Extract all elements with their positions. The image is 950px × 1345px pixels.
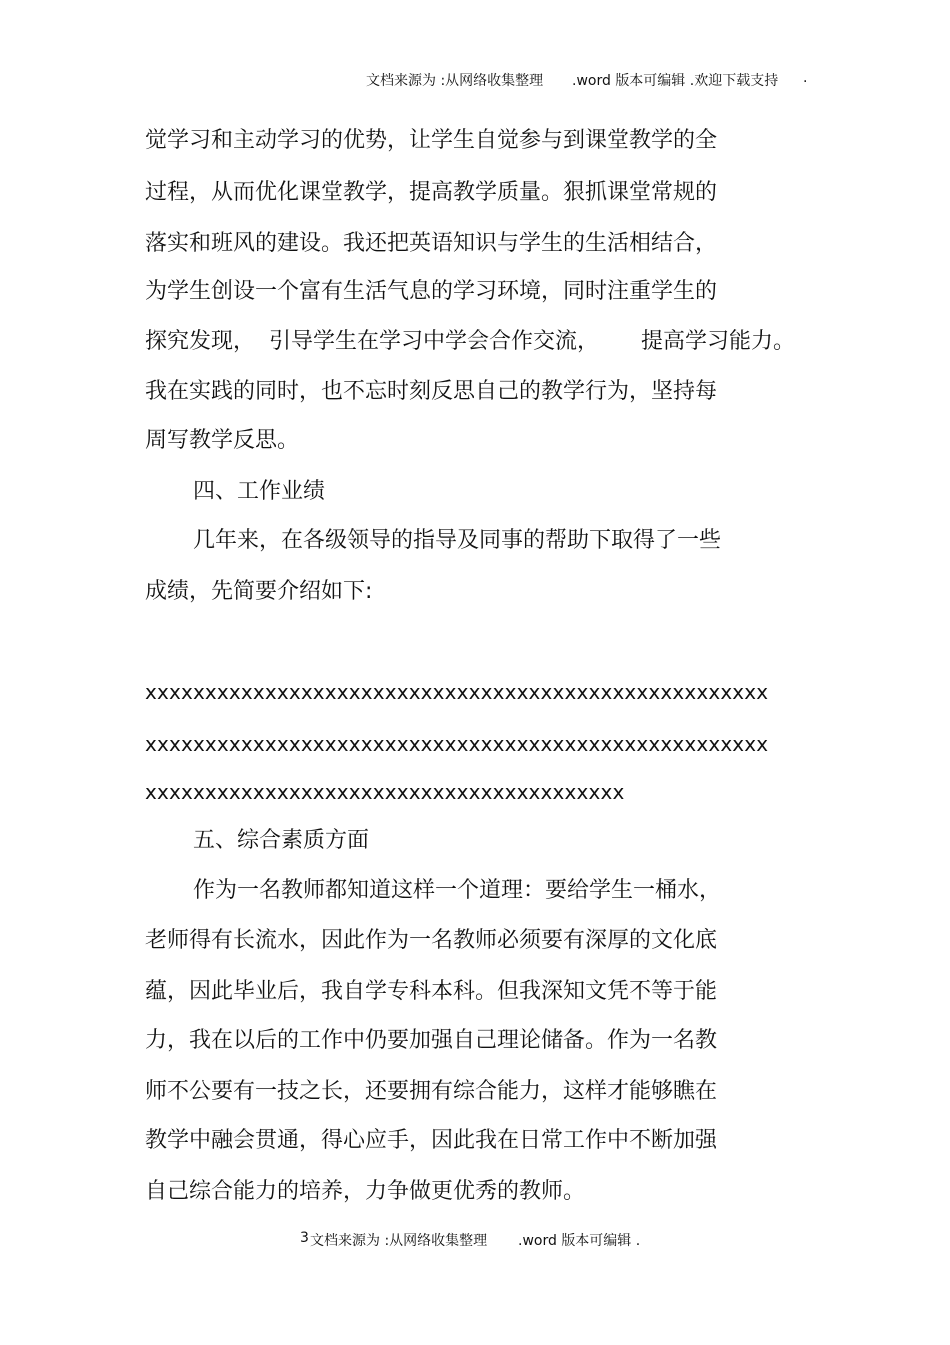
page-number: 3 [300, 1230, 309, 1246]
header-period: . [803, 70, 808, 86]
placeholder-line-2: xxxxxxxxxxxxxxxxxxxxxxxxxxxxxxxxxxxxxxxxxxxxxxxxxxxx [145, 732, 769, 756]
section4-line-2: 成绩，先简要介绍如下: [145, 579, 373, 604]
section-heading-4: 四、工作业绩 [193, 479, 326, 504]
section5-line-1: 作为一名教师都知道这样一个道理：要给学生一桶水， [193, 878, 722, 903]
placeholder-line-3: xxxxxxxxxxxxxxxxxxxxxxxxxxxxxxxxxxxxxxxx [145, 780, 625, 804]
page-header [0, 70, 950, 134]
section-heading-5: 五、综合素质方面 [193, 828, 370, 853]
section5-line-5: 师不公要有一技之长，还要拥有综合能力，这样才能够瞧在 [145, 1079, 718, 1104]
body-line-2: 过程，从而优化课堂教学，提高教学质量。狠抓课堂常规的 [145, 180, 718, 205]
footer-source-text: 文档来源为 :从网络收集整理 [310, 1233, 488, 1249]
section5-line-3: 蕴，因此毕业后，我自学专科本科。但我深知文凭不等于能 [145, 979, 718, 1004]
header-source-text: 文档来源为 :从网络收集整理 [366, 73, 544, 89]
section5-line-2: 老师得有长流水，因此作为一名教师必须要有深厚的文化底 [145, 928, 718, 953]
footer-word-note: .word 版本可编辑 . [518, 1233, 641, 1249]
header-word-note: .word 版本可编辑 .欢迎下载支持 [572, 73, 779, 89]
body-line-1: 觉学习和主动学习的优势，让学生自觉参与到课堂教学的全 [145, 128, 718, 153]
section5-line-6: 教学中融会贯通，得心应手，因此我在日常工作中不断加强 [145, 1128, 718, 1153]
section5-line-4: 力，我在以后的工作中仍要加强自己理论储备。作为一名教 [145, 1028, 718, 1053]
body-line-3: 落实和班风的建设。我还把英语知识与学生的生活相结合， [145, 231, 718, 256]
body-line-4: 为学生创设一个富有生活气息的学习环境，同时注重学生的 [145, 279, 718, 304]
body-line-5: 探究发现， 引导学生在学习中学会合作交流， 提高学习能力。 [145, 329, 795, 354]
section5-line-7: 自己综合能力的培养，力争做更优秀的教师。 [145, 1179, 586, 1204]
placeholder-line-1: xxxxxxxxxxxxxxxxxxxxxxxxxxxxxxxxxxxxxxxxxxxxxxxxxxxx [145, 680, 769, 704]
body-line-7: 周写教学反思。 [145, 428, 300, 453]
section4-line-1: 几年来，在各级领导的指导及同事的帮助下取得了一些 [193, 528, 722, 553]
page-footer [0, 1230, 950, 1294]
body-line-6: 我在实践的同时，也不忘时刻反思自己的教学行为，坚持每 [145, 379, 718, 404]
